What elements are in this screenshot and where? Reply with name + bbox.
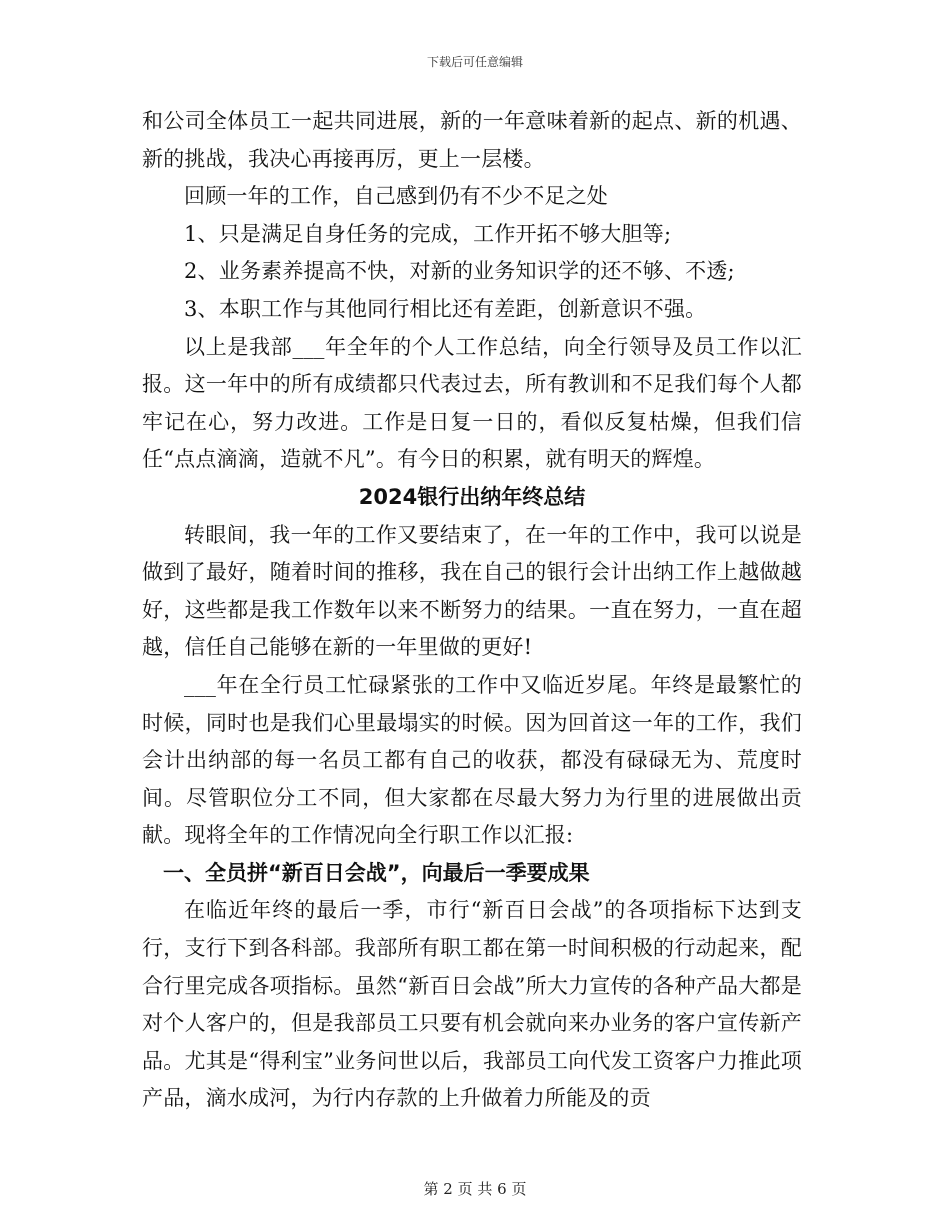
page-number: 第 2 页 共 6 页 — [423, 1180, 527, 1198]
paragraph-intro: 转眼间，我一年的工作又要结束了，在一年的工作中，我可以说是做到了最好，随着时间的推移，我在自己的银行会计出纳工作上越做越好，这些都是我工作数年以来不断努力的结果。一直在努力，一直在超越，信任自己能够在新的一年里做的更好! — [142, 522, 802, 660]
document-body — [142, 103, 802, 1118]
paragraph-campaign: 在临近年终的最后一季，市行“新百日会战”的各项指标下达到支行，支行下到各科部。我部所有职工都在第一时间积极的行动起来，配合行里完成各项指标。虽然“新百日会战”所大力宣传的各种产品大都是对个人客户的，但是我部员工只要有机会就向来办业务的客户宣传新产品。尤其是“得利宝”业务问世以后，我部员工向代发工资客户力推此项产品，滴水成河，为行内存款的上升做着力所能及的贡 — [142, 898, 802, 1111]
document-title: 2024银行出纳年终总结 — [358, 484, 586, 509]
section-heading-1: 一、全员拼“新百日会战”，向最后一季要成果 — [163, 860, 590, 885]
page-header: 下载后可任意编辑 — [426, 55, 523, 69]
paragraph-year-end: ___年在全行员工忙碌紧张的工作中又临近岁尾。年终是最繁忙的时候，同时也是我们心里最塌实的时候。因为回首这一年的工作，我们会计出纳部的每一名员工都有自己的收获，都没有碌碌无为、荒度时间。尽管职位分工不同，但大家都在尽最大努力为行里的进展做出贡献。现将全年的工作情况向全行职工作以汇报: — [142, 672, 802, 848]
paragraph-review: 回顾一年的工作，自己感到仍有不少不足之处 — [184, 184, 608, 209]
paragraph-conclusion: 以上是我部___年全年的个人工作总结，向全行领导及员工作以汇报。这一年中的所有成绩都只代表过去，所有教训和不足我们每个人都牢记在心，努力改进。工作是日复一日的，看似反复枯燥，但我们信任“点点滴滴，造就不凡”。有今日的积累，就有明天的辉煌。 — [142, 334, 802, 472]
list-item-3: 3、本职工作与其他同行相比还有差距，创新意识不强。 — [184, 296, 707, 321]
list-item-2: 2、业务素养提高不快，对新的业务知识学的还不够、不透; — [184, 259, 735, 284]
list-item-1: 1、只是满足自身任务的完成，工作开拓不够大胆等; — [184, 221, 672, 246]
paragraph-continuation: 和公司全体员工一起共同进展，新的一年意味着新的起点、新的机遇、新的挑战，我决心再接再厉，更上一层楼。 — [142, 109, 802, 171]
